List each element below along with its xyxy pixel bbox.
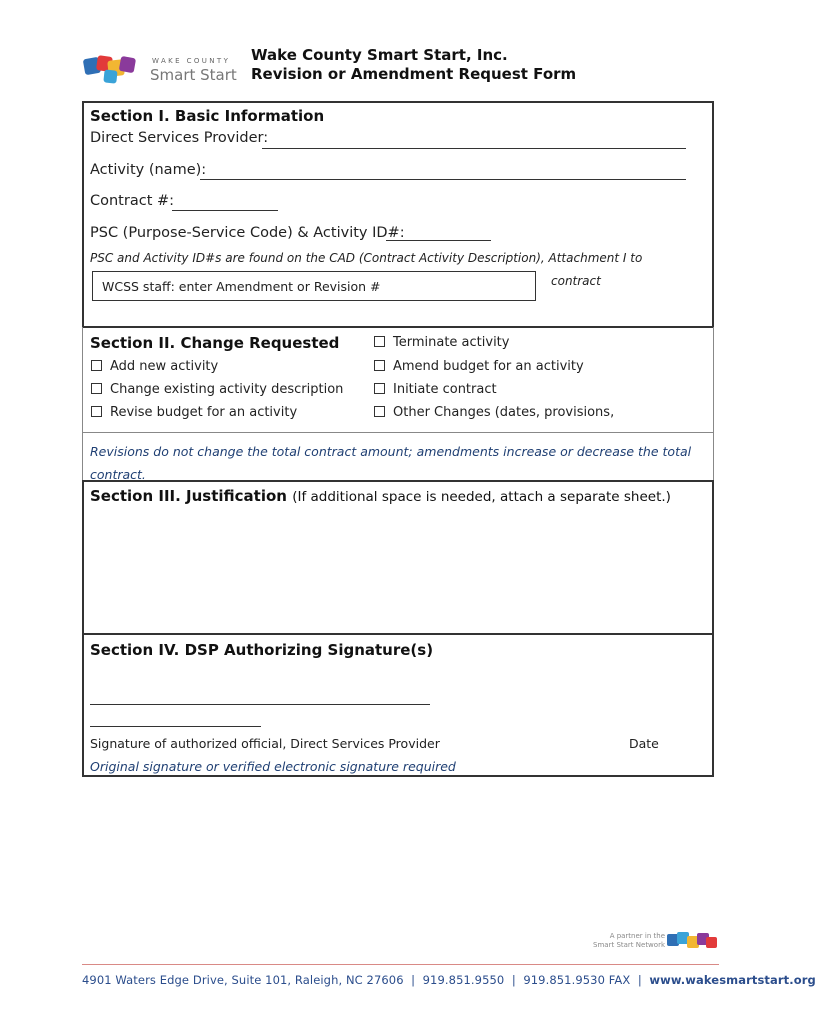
change-description-checkbox[interactable]: Change existing activity description	[91, 382, 343, 397]
psc-label: PSC (Purpose-Service Code) & Activity ID#:	[90, 225, 405, 241]
psc-note-continued: contract	[551, 274, 601, 288]
contract-field[interactable]	[172, 210, 278, 211]
footer-website-link[interactable]: www.wakesmartstart.org	[649, 973, 816, 987]
checkbox-icon	[374, 336, 385, 347]
add-new-activity-checkbox[interactable]: Add new activity	[91, 359, 218, 374]
footer-fax: 919.851.9530 FAX	[523, 973, 631, 987]
checkbox-icon	[91, 360, 102, 371]
psc-field[interactable]	[386, 240, 491, 241]
terminate-activity-checkbox[interactable]: Terminate activity	[374, 335, 509, 350]
section1-heading: Section I. Basic Information	[90, 107, 325, 125]
footer-address: 4901 Waters Edge Drive, Suite 101, Raleigh, NC 27606	[82, 973, 404, 987]
section3-subtitle: (If additional space is needed, attach a separate sheet.)	[292, 489, 671, 505]
psc-note: PSC and Activity ID#s are found on the CAD (Contract Activity Description), Attachment I to	[90, 251, 643, 265]
section2-heading: Section II. Change Requested	[90, 334, 340, 352]
form-title: Revision or Amendment Request Form	[251, 65, 577, 83]
footer-phone: 919.851.9550	[422, 973, 505, 987]
org-name: Wake County Smart Start, Inc.	[251, 46, 508, 64]
network-caption	[583, 932, 665, 950]
other-changes-checkbox[interactable]: Other Changes (dates, provisions,	[374, 405, 614, 420]
date-line[interactable]	[90, 726, 261, 727]
signature-note: Original signature or verified electronic signature required	[90, 759, 456, 774]
provider-label: Direct Services Provider:	[90, 130, 269, 146]
provider-field[interactable]	[262, 148, 686, 149]
signature-line[interactable]	[90, 704, 430, 705]
logo-bottom-text: Smart Start	[150, 66, 237, 84]
activity-field[interactable]	[200, 179, 686, 180]
signature-label: Signature of authorized official, Direct Services Provider	[90, 736, 440, 751]
contract-label: Contract #:	[90, 193, 175, 209]
date-label: Date	[629, 736, 659, 751]
checkbox-icon	[374, 383, 385, 394]
section4-heading: Section IV. DSP Authorizing Signature(s)	[90, 641, 434, 659]
logo-top-text: WAKE COUNTY	[152, 57, 231, 65]
initiate-contract-checkbox[interactable]: Initiate contract	[374, 382, 497, 397]
amend-budget-checkbox[interactable]: Amend budget for an activity	[374, 359, 584, 374]
network-line-2: Smart Start Network	[593, 941, 665, 949]
footer-contact: 4901 Waters Edge Drive, Suite 101, Raleigh, NC 27606 | 919.851.9550 | 919.851.9530 FAX | www.wakesmartstart.org	[82, 973, 816, 987]
smart-start-network-logo	[666, 930, 722, 952]
footer-rule	[82, 964, 719, 965]
section3-title: Section III. Justification	[90, 487, 287, 505]
section3-heading	[90, 487, 671, 505]
activity-label: Activity (name):	[90, 162, 207, 178]
checkbox-icon	[374, 360, 385, 371]
revision-note: Revisions do not change the total contract amount; amendments increase or decrease the total contract.	[90, 444, 692, 482]
revise-budget-checkbox[interactable]: Revise budget for an activity	[91, 405, 297, 420]
checkbox-icon	[91, 406, 102, 417]
checkbox-icon	[91, 383, 102, 394]
network-line-1: A partner in the	[609, 932, 665, 940]
wake-county-smart-start-logo	[82, 50, 237, 86]
wcss-amendment-number-field[interactable]: WCSS staff: enter Amendment or Revision #	[92, 271, 536, 301]
checkbox-icon	[374, 406, 385, 417]
